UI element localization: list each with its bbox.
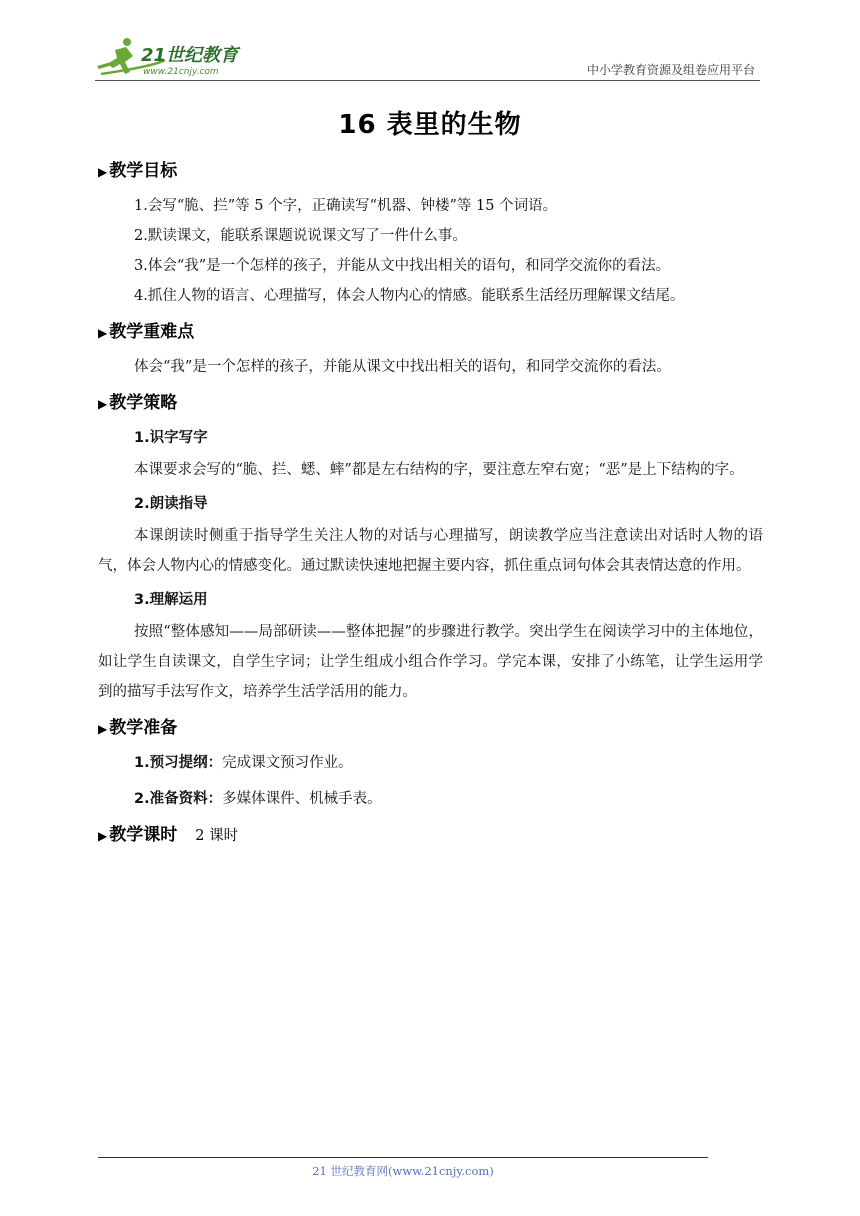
page-title: 16 表里的生物 [338,110,522,140]
footer-source: 21 世纪教育网(www.21cnjy.com) [312,1164,494,1178]
goal-item: 2.默读课文，能联系课题说说课文写了一件什么事。 [134,228,467,244]
triangle-bullet-icon: ▶ [98,722,108,736]
header-divider [95,80,760,81]
document-body [98,150,763,855]
footer-divider [98,1157,708,1158]
strategy-text: 本课朗读时侧重于指导学生关注人物的对话与心理描写，朗读教学应当注意读出对话时人物的语气，体会人物内心的情感变化。通过默读快速地把握主要内容，抓住重点词句体会其表情达意的作用。 [98,528,763,574]
logo-text: 21世纪教育 [141,45,239,66]
strategy-subheading: 2.朗读指导 [134,496,208,512]
hours-value: 2 课时 [195,828,239,844]
triangle-bullet-icon: ▶ [98,397,108,411]
goal-item: 4.抓住人物的语言、心理描写，体会人物内心的情感。能联系生活经历理解课文结尾。 [134,288,685,304]
site-logo [95,36,260,80]
platform-label: 中小学教育资源及组卷应用平台 [586,63,755,77]
section-heading-hours: ▶ 教学课时 2 课时 [98,825,239,845]
goal-item: 1.会写“脆、拦”等 5 个字，正确读写“机器、钟楼”等 15 个词语。 [134,198,558,214]
prep-item: 1.预习提纲：完成课文预习作业。 [134,755,353,771]
key-points-text: 体会“我”是一个怎样的孩子，并能从课文中找出相关的语句，和同学交流你的看法。 [134,359,671,375]
strategy-text: 本课要求会写的“脆、拦、蟋、蟀”都是左右结构的字，要注意左窄右宽；“恶”是上下结构的字。 [134,462,744,478]
triangle-bullet-icon: ▶ [98,326,108,340]
section-heading-key-points: ▶ 教学重难点 [98,322,195,342]
prep-item: 2.准备资料：多媒体课件、机械手表。 [134,791,382,807]
strategy-subheading: 1.识字写字 [134,430,208,446]
strategy-subheading: 3.理解运用 [134,592,208,608]
goal-item: 3.体会“我”是一个怎样的孩子，并能从文中找出相关的语句，和同学交流你的看法。 [134,258,671,274]
logo-url: www.21cnjy.com [143,67,219,77]
triangle-bullet-icon: ▶ [98,829,108,843]
section-heading-strategy: ▶ 教学策略 [98,393,178,413]
strategy-text: 按照“整体感知——局部研读——整体把握”的步骤进行教学。突出学生在阅读学习中的主体地位，如让学生自读课文，自学生字词；让学生组成小组合作学习。学完本课，安排了小练笔，让学生运用学到的描写手法写作文，培养学生活学活用的能力。 [98,624,763,700]
section-heading-prep: ▶ 教学准备 [98,718,178,738]
triangle-bullet-icon: ▶ [98,165,108,179]
section-heading-goals: ▶ 教学目标 [98,161,178,181]
